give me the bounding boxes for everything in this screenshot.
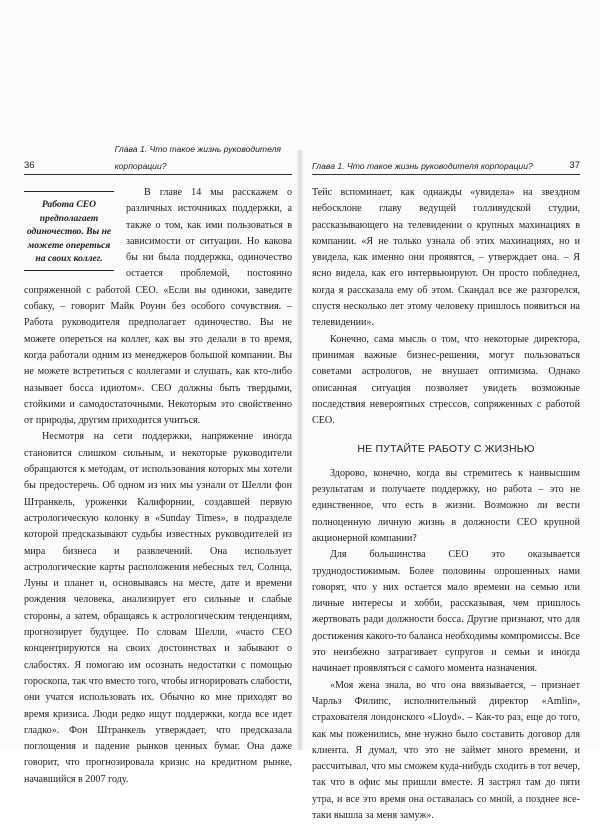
left-page-number: 36: [24, 159, 35, 171]
right-running-head-title: Глава 1. Что такое жизнь руководителя корпорации?: [312, 160, 533, 171]
left-running-head-title: Глава 1. Что такое жизнь руководителя корпорации?: [114, 144, 282, 171]
pullquote: Работа CEO предполагает одиночество. Вы не можете опереться на своих коллег.: [24, 191, 114, 271]
right-running-head: [312, 158, 580, 175]
section-heading: НЕ ПУТАЙТЕ РАБОТУ С ЖИЗНЬЮ: [357, 443, 535, 456]
right-paragraph-2: Конечно, сама мысль о том, что некоторые директора, принимая важные бизнес-решения, могут пользоваться советами астрологов, не внушает оптимизма. Однако описанная ситуация позволяет увидеть возможные последствия невероятных стрессов, сопряженных с работой CEO.: [312, 333, 580, 427]
book-gutter: [297, 150, 303, 750]
right-paragraph-3: Здорово, конечно, когда вы стремитесь к наивысшим результатам и получаете поддержку, но работа – это не единственное, что есть в жизни. Возможно ли вести полноценную личную жизнь в должности CEO крупной акционерной компании?: [312, 467, 580, 544]
right-page-body: [312, 185, 580, 824]
right-page: [312, 158, 580, 824]
left-page-body: [24, 185, 292, 788]
right-paragraph-4: Для большинства CEO это оказывается труднодостижимым. Более половины опрошенных нами говорят, что у них остается мало времени на семью или личные интересы и хобби, рассказывая, чем пришлось жертвовать ради должности босса. Другие признают, что для достижения какого-то баланса необходимы компромиссы. Все это неизбежно затрагивает супругов и семьи и иногда начинает проявляться с самого момента назначения.: [312, 549, 580, 675]
left-page: [24, 144, 292, 788]
right-page-number: 37: [569, 159, 580, 171]
left-running-head: [24, 144, 292, 175]
right-paragraph-1: Тейс вспоминает, как однажды «увидела» на звездном небосклоне главу ведущей голливудской студии, рассказывающего на телевидении о крупных махинациях в компании. «Я не только узнала об этих махинациях, но и увидела, как именно они проявятся, – утверждает она. – Я ясно видела, как его интервьюируют. Он просто побледнел, когда я рассказала ему об этом. Скандал все же разгорелся, спустя несколько лет этому человеку пришлось появиться на телевидении».: [312, 187, 580, 329]
left-paragraph-2: Несмотря на сети поддержки, напряжение иногда становится слишком сильным, и некоторые руководители обращаются к методам, от использования которых мы хотели бы предостеречь. Об одном из них мы узнали от Шелли фон Штранкель, уроженки Калифорнии, создавшей первую астрологическую колонку в «Sunday Times», в подразделе которой предсказывают судьбы известных руководителей из мира бизнеса и развлечений. Она использует астрологические карты расположения небесных тел, Солнца, Луны и планет и, основываясь на месте, дате и времени рождения человека, анализирует его сильные и слабые стороны, а затем, обращаясь к астрологическим тенденциям, прогнозирует будущее. По словам Шелли, «часто CEO концентрируются на своих достоинствах и забывают о слабостях. Я помогаю им осознать недостатки с помощью гороскопа, так что вместо того, чтобы игнорировать слабости, они учатся использовать их. Обычно ко мне приходят во время кризиса. Люди редко ищут поддержки, когда все идет гладко». Фон Штранкель утверждает, что предсказала поглощения и падение рынков ценных бумаг. Она даже говорит, что прогнозировала кризис на кредитном рынке, начавшийся в 2007 году.: [24, 431, 292, 785]
left-paragraph-1-text: В главе 14 мы расскажем о различных источниках поддержки, а также о том, как ими пользоваться в зависимости от ситуации. Но какова бы ни была поддержка, одиночество остается проблемой, постоянно сопряженной с работой CEO. «Если вы одиноки, заведите собаку, – говорит Майк Роунн без особого сочувствия. – Работа руководителя предполагает одиночество. Вы не можете опереться на коллег, как вы это делали в то время, когда работали одним из менеджеров большой компании. Вы не можете встретиться с коллегами и слушать, как кто-либо называет босса идиотом». CEO должны быть твердыми, стойкими и самодостаточными. Некоторым это свойственно от природы, другим приходится учиться.: [24, 187, 292, 427]
right-paragraph-5: «Моя жена знала, во что она ввязывается, – признает Чарльз Филипс, исполнительный директор «Amlin», страхователя лондонского «Lloyd». – Как-то раз, еще до того, как мы поженились, мне нужно было составить договор для клиента. Я думал, что это не займет много времени, и рассчитывал, что мы сможем куда-нибудь сходить в тот вечер, так что в офис мы пришли вместе. Я застрял там до пяти утра, и все это время она оставалась со мной, а позднее все-таки вышла за меня замуж».: [312, 679, 580, 821]
